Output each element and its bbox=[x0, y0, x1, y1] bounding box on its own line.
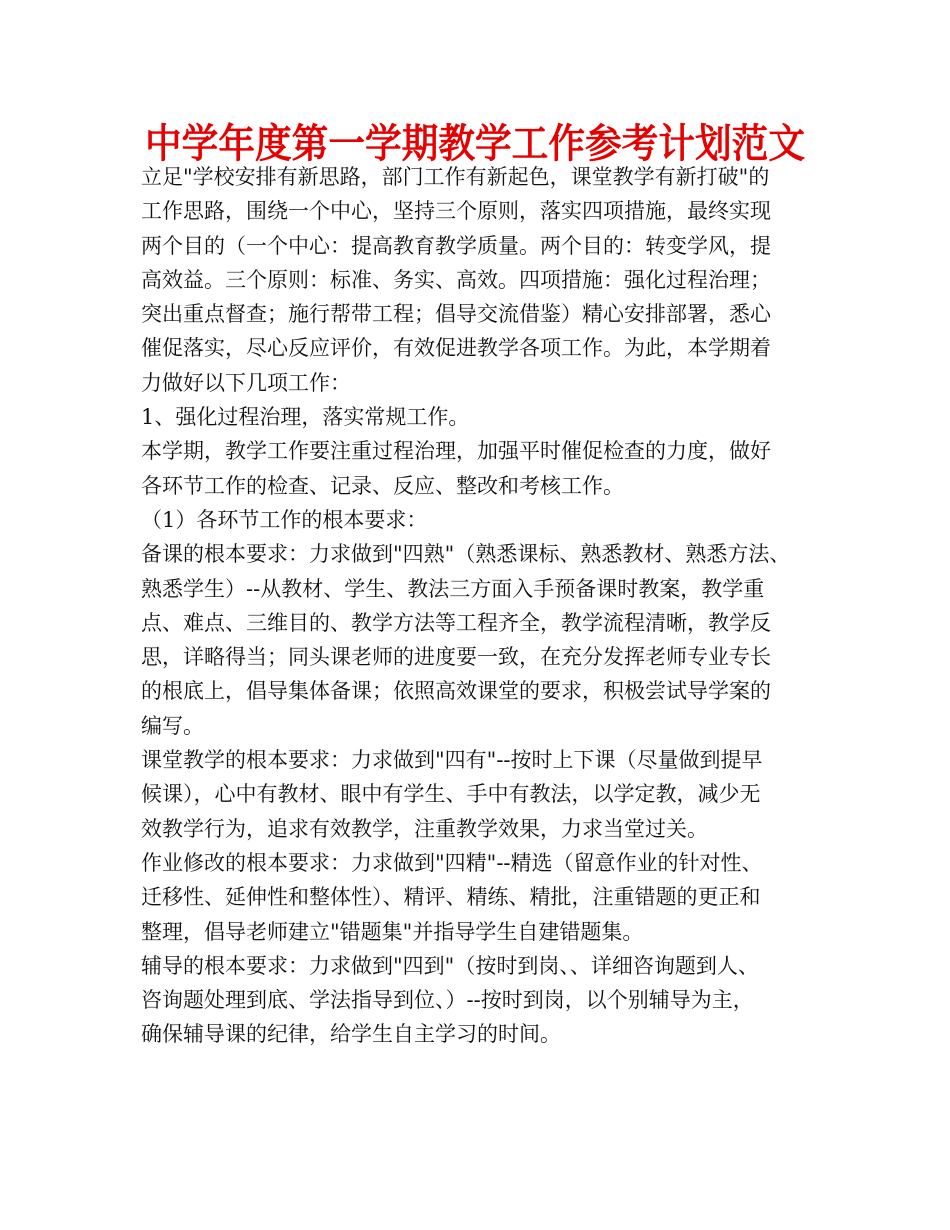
body-line: 的根底上，倡导集体备课；依照高效课堂的要求，积极尝试导学案的 bbox=[141, 679, 771, 704]
body-line: 整理，倡导老师建立"错题集"并指导学生自建错题集。 bbox=[141, 919, 644, 944]
body-line: 突出重点督查；施行帮带工程；倡导交流借鉴）精心安排部署，悉心 bbox=[141, 302, 771, 327]
body-line: 催促落实，尽心反应评价，有效促进教学各项工作。为此，本学期着 bbox=[141, 336, 771, 361]
body-line: （1）各环节工作的根本要求： bbox=[141, 507, 428, 532]
body-line: 力做好以下几项工作： bbox=[141, 370, 351, 395]
body-line: 作业修改的根本要求：力求做到"四精"--精选（留意作业的针对性、 bbox=[141, 850, 763, 875]
body-line: 确保辅导课的纪律，给学生自主学习的时间。 bbox=[141, 1022, 561, 1047]
body-line: 点、难点、三维目的、教学方法等工程齐全，教学流程清晰，教学反 bbox=[141, 610, 771, 635]
body-line: 咨询题处理到底、学法指导到位、）--按时到岗，以个别辅导为主， bbox=[141, 988, 754, 1013]
body-line: 工作思路，围绕一个中心，坚持三个原则，落实四项措施，最终实现 bbox=[141, 199, 771, 224]
body-line: 辅导的根本要求：力求做到"四到"（按时到岗、、详细咨询题到人、 bbox=[141, 953, 759, 978]
body-line: 高效益。三个原则：标准、务实、高效。四项措施：强化过程治理； bbox=[141, 267, 771, 292]
body-line: 两个目的（一个中心：提高教育教学质量。两个目的：转变学风，提 bbox=[141, 233, 771, 258]
body-line: 候课），心中有教材、眼中有学生、手中有教法，以学定教，减少无 bbox=[141, 782, 761, 807]
body-line: 各环节工作的检查、记录、反应、整改和考核工作。 bbox=[141, 473, 624, 498]
body-line: 备课的根本要求：力求做到"四熟"（熟悉课标、熟悉教材、熟悉方法、 bbox=[141, 542, 791, 567]
body-line: 立足"学校安排有新思路，部门工作有新起色，课堂教学有新打破"的 bbox=[141, 165, 770, 189]
body-line: 1、强化过程治理，落实常规工作。 bbox=[141, 405, 470, 430]
document-title: 中学年度第一学期教学工作参考计划范文 bbox=[144, 121, 805, 167]
body-line: 编写。 bbox=[141, 713, 204, 738]
document-body bbox=[141, 160, 831, 1052]
body-line: 思，详略得当；同头课老师的进度要一致，在充分发挥老师专业专长 bbox=[141, 645, 771, 670]
body-line: 迁移性、延伸性和整体性）、精评、精练、精批，注重错题的更正和 bbox=[141, 885, 761, 910]
body-line: 课堂教学的根本要求：力求做到"四有"--按时上下课（尽量做到提早 bbox=[141, 748, 763, 773]
body-line: 熟悉学生）--从教材、学生、教法三方面入手预备课时教案，教学重 bbox=[141, 576, 765, 601]
body-line: 本学期，教学工作要注重过程治理，加强平时催促检查的力度，做好 bbox=[141, 439, 771, 464]
body-line: 效教学行为，追求有效教学，注重教学效果，力求当堂过关。 bbox=[141, 816, 708, 841]
